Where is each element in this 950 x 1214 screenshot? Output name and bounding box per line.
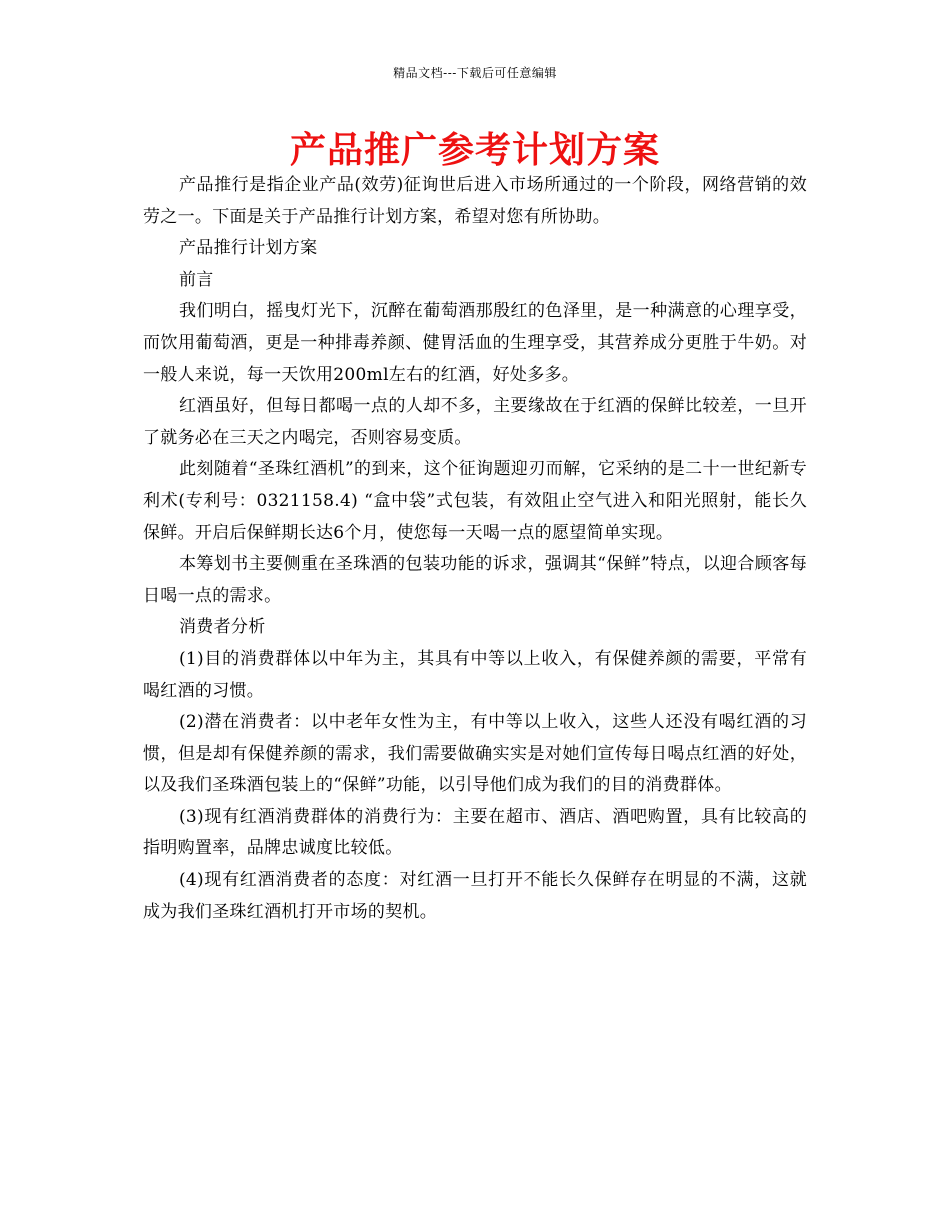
list-item-consumer-behavior: (3)现有红酒消费群体的消费行为：主要在超市、酒店、酒吧购置，具有比较高的指明购置率，品牌忠诚度比较低。: [143, 806, 807, 859]
document-title: 产品推广参考计划方案: [289, 129, 660, 171]
list-item-potential-consumers: (2)潜在消费者：以中老年女性为主，有中等以上收入，这些人还没有喝红酒的习惯，但是却有保健养颜的需求，我们需要做确实实是对她们宣传每日喝点红酒的好处，以及我们圣珠酒包装上的“保鲜”功能，以引导他们成为我们的目的消费群体。: [143, 712, 807, 796]
paragraph-wine-benefits: 我们明白，摇曳灯光下，沉醉在葡萄酒那殷红的色泽里，是一种满意的心理享受，而饮用葡萄酒，更是一种排毒养颜、健胃活血的生理享受，其营养成分更胜于牛奶。对一般人来说，每一天饮用200ml左右的红酒，好处多多。: [143, 301, 807, 385]
heading-plan: 产品推行计划方案: [179, 238, 318, 259]
document-body: [143, 170, 807, 928]
heading-consumer-analysis: 消费者分析: [179, 617, 266, 638]
paragraph-freshness-problem: 红酒虽好，但每日都喝一点的人却不多，主要缘故在于红酒的保鲜比较差，一旦开了就务必在三天之内喝完，否则容易变质。: [143, 396, 807, 448]
heading-preface: 前言: [179, 269, 214, 290]
paragraph-intro: 产品推行是指企业产品(效劳)征询世后进入市场所通过的一个阶段，网络营销的效劳之一。下面是关于产品推行计划方案，希望对您有所协助。: [143, 175, 807, 227]
header-note: 精品文档---下载后可任意编辑: [393, 66, 557, 80]
list-item-target-group: (1)目的消费群体以中年为主，其具有中等以上收入，有保健养颜的需要，平常有喝红酒的习惯。: [143, 648, 807, 701]
paragraph-product-solution: 此刻随着“圣珠红酒机”的到来，这个征询题迎刃而解，它采纳的是二十一世纪新专利术(专利号：0321158.4) “盒中袋”式包装，有效阻止空气进入和阳光照射，能长久保鲜。开启后保鲜期长达6个月，使您每一天喝一点的愿望简单实现。: [143, 459, 807, 543]
paragraph-plan-focus: 本筹划书主要侧重在圣珠酒的包装功能的诉求，强调其“保鲜”特点，以迎合顾客每日喝一点的需求。: [143, 554, 807, 606]
list-item-consumer-attitude: (4)现有红酒消费者的态度：对红酒一旦打开不能长久保鲜存在明显的不满，这就成为我们圣珠红酒机打开市场的契机。: [143, 870, 807, 922]
